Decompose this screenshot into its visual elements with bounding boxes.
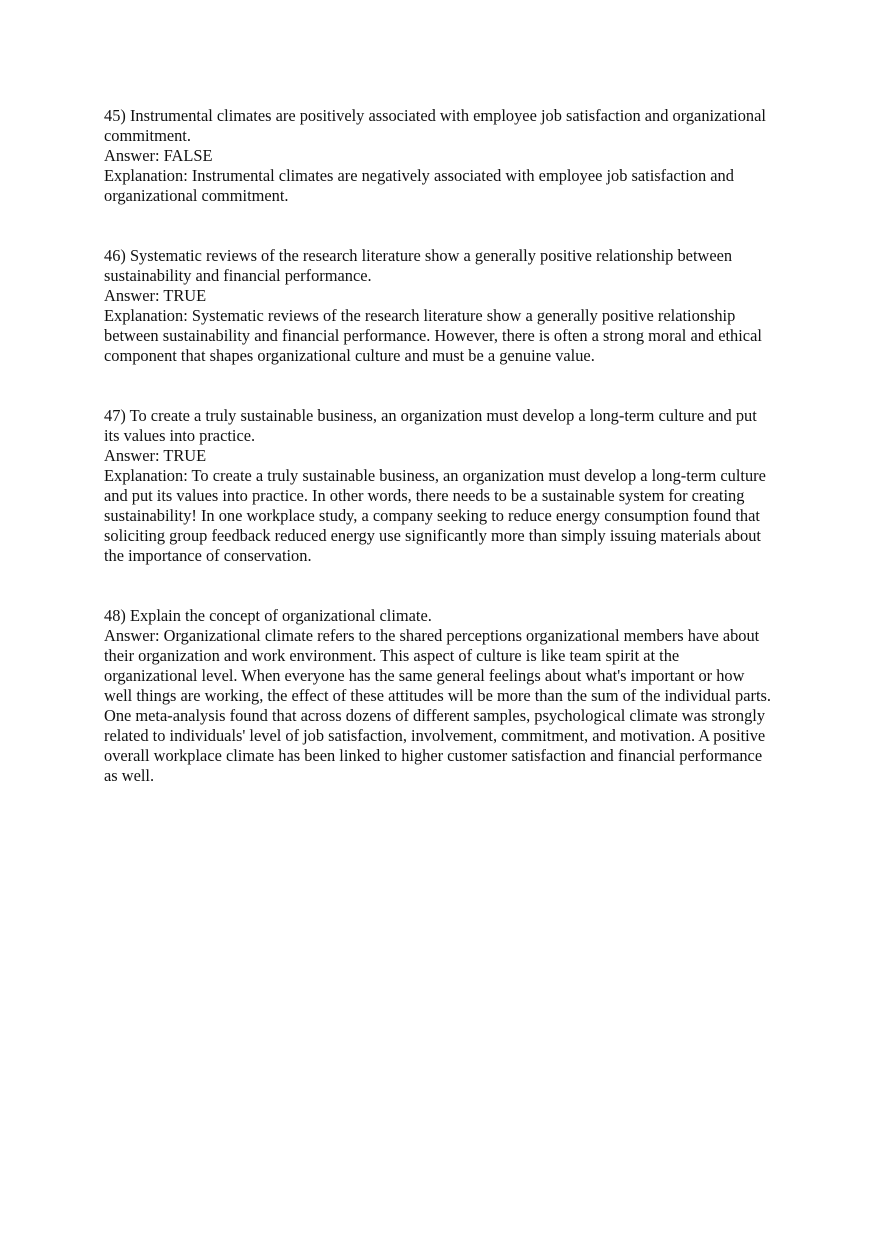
question-block-45 (104, 106, 776, 206)
answer-text: Answer: TRUE (104, 446, 207, 465)
answer-text: Answer: FALSE (104, 146, 213, 165)
question-block-46 (104, 246, 776, 366)
explanation-text: Explanation: Systematic reviews of the research literature show a generally positive relationship between sustainability and financial performance. However, there is often a strong moral and ethical component that shapes organizational culture and must be a genuine value. (104, 306, 762, 365)
question-text: 47) To create a truly sustainable business, an organization must develop a long-term culture and put its values into practice. (104, 406, 757, 445)
explanation-text: Explanation: To create a truly sustainable business, an organization must develop a long-term culture and put its values into practice. In other words, there needs to be a sustainable system for creating sustainability! In one workplace study, a company seeking to reduce energy consumption found that soliciting group feedback reduced energy use significantly more than simply issuing materials about the importance of conservation. (104, 466, 766, 565)
question-block-47 (104, 406, 776, 566)
question-text: 45) Instrumental climates are positively associated with employee job satisfaction and organizational commitment. (104, 106, 766, 145)
question-text: 48) Explain the concept of organizational climate. (104, 606, 432, 625)
question-list (104, 106, 776, 786)
answer-text: Answer: Organizational climate refers to the shared perceptions organizational members have about their organization and work environment. This aspect of culture is like team spirit at the organizational level. When everyone has the same general feelings about what's important or how well things are working, the effect of these attitudes will be more than the sum of the individual parts. One meta-analysis found that across dozens of different samples, psychological climate was strongly related to individuals' level of job satisfaction, involvement, commitment, and motivation. A positive overall workplace climate has been linked to higher customer satisfaction and financial performance as well. (104, 626, 771, 785)
question-block-48 (104, 606, 776, 786)
answer-text: Answer: TRUE (104, 286, 207, 305)
explanation-text: Explanation: Instrumental climates are negatively associated with employee job satisfaction and organizational commitment. (104, 166, 734, 205)
question-text: 46) Systematic reviews of the research literature show a generally positive relationship between sustainability and financial performance. (104, 246, 733, 285)
